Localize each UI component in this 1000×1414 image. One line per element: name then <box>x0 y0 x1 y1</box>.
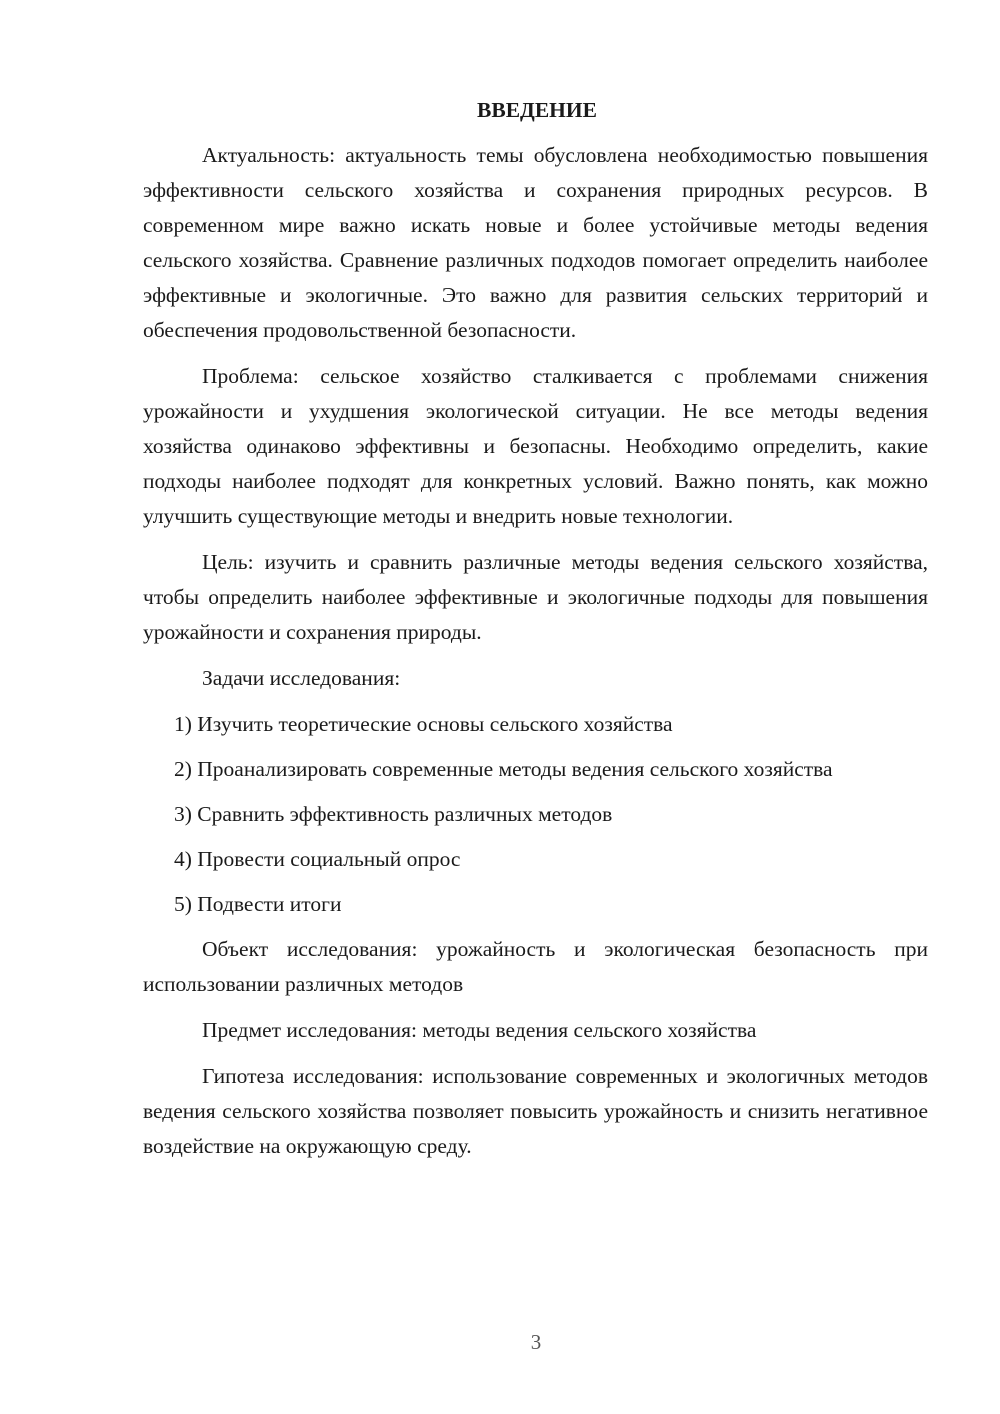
document-page <box>143 93 928 1175</box>
goal-paragraph: Цель: изучить и сравнить различные методы ведения сельского хозяйства, чтобы определить наиболее эффективные и экологичные подходы для повышения урожайности и сохранения природы. <box>143 550 928 644</box>
tasks-heading: Задачи исследования: <box>202 666 401 690</box>
list-item: 1) Изучить теоретические основы сельского хозяйства <box>174 712 673 736</box>
tasks-list <box>143 707 928 922</box>
list-item: 2) Проанализировать современные методы ведения сельского хозяйства <box>174 757 833 781</box>
relevance-paragraph: Актуальность: актуальность темы обусловлена необходимостью повышения эффективности сельского хозяйства и сохранения природных ресурсов. В современном мире важно искать новые и более устойчивые методы ведения сельского хозяйства. Сравнение различных подходов помогает определить наиболее эффективные и экологичные. Это важно для развития сельских территорий и обеспечения продовольственной безопасности. <box>143 143 928 342</box>
page-number: 3 <box>530 1330 542 1354</box>
hypothesis-paragraph: Гипотеза исследования: использование современных и экологичных методов ведения сельского хозяйства позволяет повысить урожайность и снизить негативное воздействие на окружающую среду. <box>143 1064 928 1158</box>
subject-paragraph: Предмет исследования: методы ведения сельского хозяйства <box>202 1018 757 1042</box>
object-paragraph: Объект исследования: урожайность и экологическая безопасность при использовании различных методов <box>143 937 928 996</box>
problem-paragraph: Проблема: сельское хозяйство сталкивается с проблемами снижения урожайности и ухудшения экологической ситуации. Не все методы ведения хозяйства одинаково эффективны и безопасны. Необходимо определить, какие подходы наиболее подходят для конкретных условий. Важно понять, как можно улучшить существующие методы и внедрить новые технологии. <box>143 364 928 528</box>
section-title: ВВЕДЕНИЕ <box>477 98 597 122</box>
list-item: 3) Сравнить эффективность различных методов <box>174 802 613 826</box>
list-item: 4) Провести социальный опрос <box>174 847 461 871</box>
list-item: 5) Подвести итоги <box>174 892 342 916</box>
